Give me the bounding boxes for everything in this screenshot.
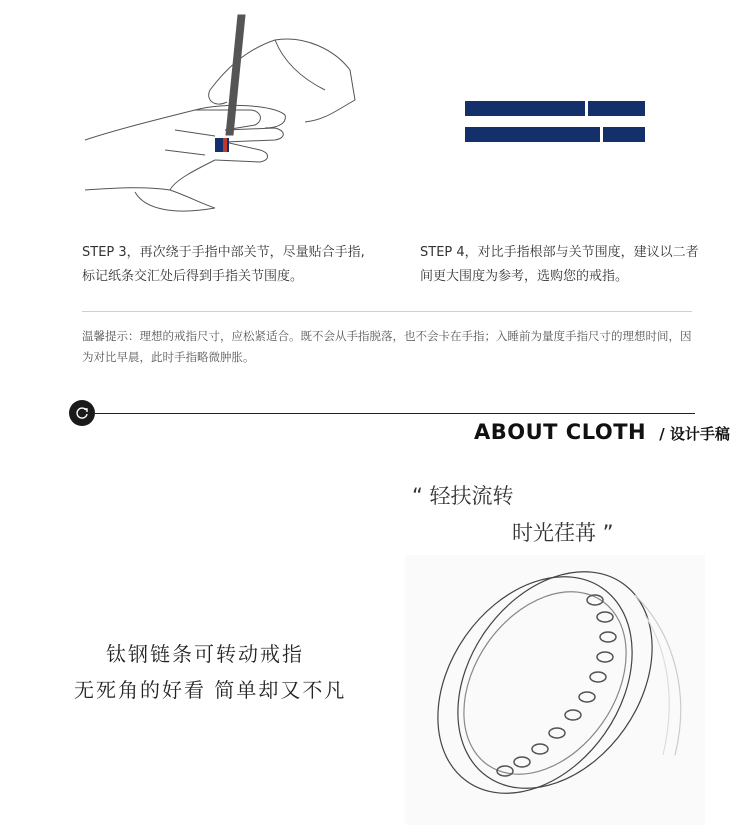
hand-measuring-illustration [75,10,375,220]
tip-text: 温馨提示：理想的戒指尺寸，应松紧适合。既不会从手指脱落，也不会卡在手指；入睡前为量度手指尺寸的理想时间，因为对比早晨，此时手指略微肿胀。 [82,329,692,364]
ring-sketch-illustration [405,555,705,825]
about-title: ABOUT CLOTH [474,420,647,444]
section-title [474,420,730,444]
step-3-text: STEP 3，再次绕于手指中部关节，尽量贴合手指,标记纸条交汇处后得到手指关节围度。 [82,245,365,284]
feature-line-2: 无死角的好看 简单却又不凡 [74,678,347,702]
measure-bar-root [465,101,585,116]
measure-bar-joint [465,127,600,142]
step-4-text: STEP 4，对比手指根部与关节围度，建议以二者间更大围度为参考，选购您的戒指。 [420,245,699,284]
measure-bars-illustration [465,101,645,145]
measure-bar-root-end [588,101,645,116]
quote-line-1: “ 轻扶流转 [412,484,514,508]
divider [82,311,692,312]
feature-line-1: 钛钢链条可转动戒指 [106,642,304,666]
section-line [95,413,695,414]
refresh-icon [75,406,89,420]
section-badge [69,400,95,426]
quote-line-2: 时光荏苒 ” [512,521,614,545]
measure-bar-joint-end [603,127,645,142]
about-subtitle: / 设计手稿 [659,425,730,443]
